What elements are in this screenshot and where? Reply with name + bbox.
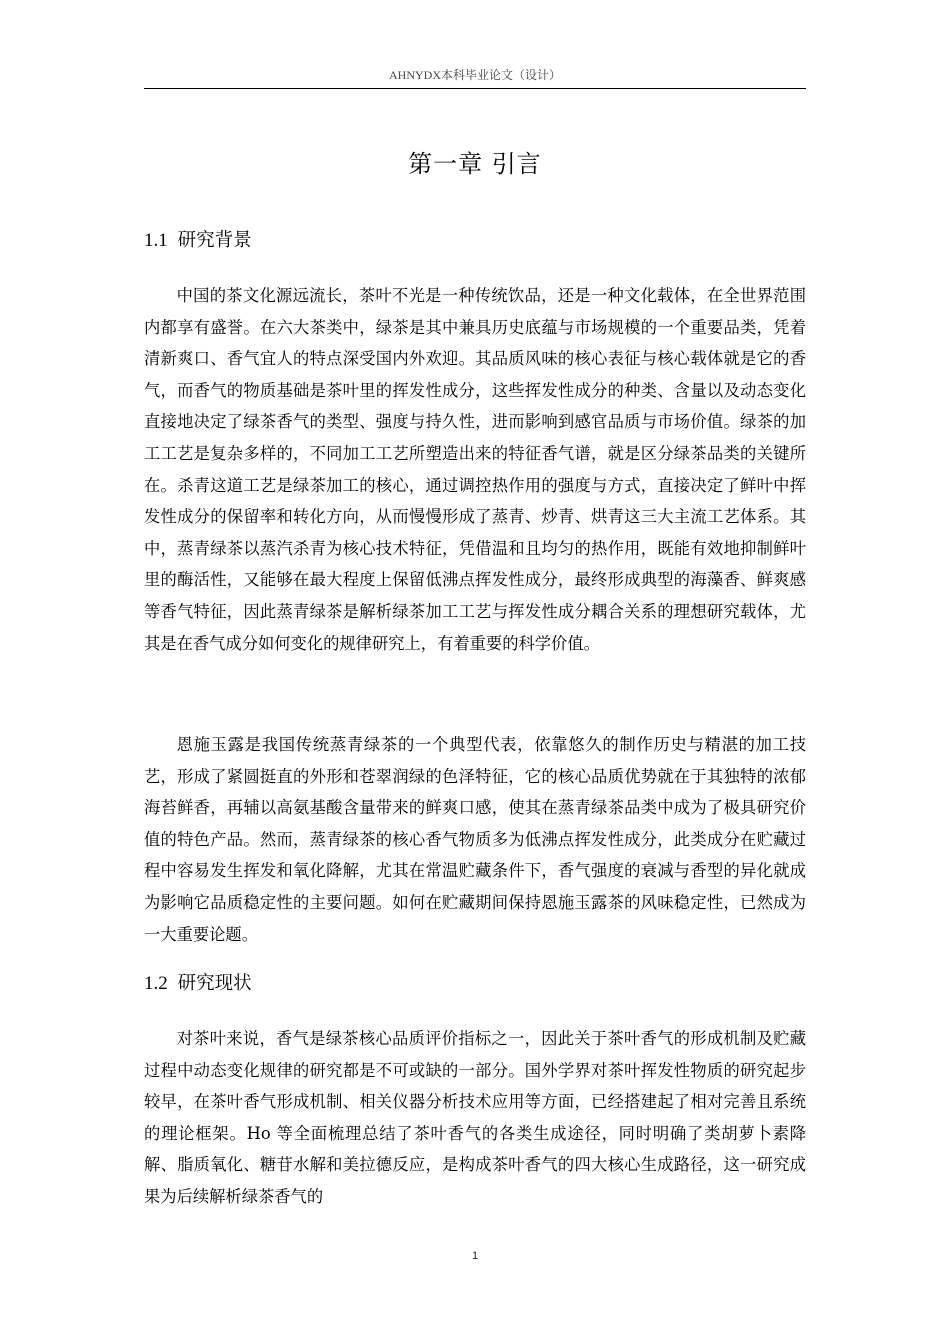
paragraph-background-1: 中国的茶文化源远流长，茶叶不光是一种传统饮品，还是一种文化载体，在全世界范围内都享有盛誉。在六大茶类中，绿茶是其中兼具历史底蕴与市场规模的一个重要品类，凭着清新爽口、香气宜人的特点深受国内外欢迎。其品质风味的核心表征与核心载体就是它的香气，而香气的物质基础是茶叶里的挥发性成分，这些挥发性成分的种类、含量以及动态变化直接地决定了绿茶香气的类型、强度与持久性，进而影响到感官品质与市场价值。绿茶的加工工艺是复杂多样的，不同加工工艺所塑造出来的特征香气谱，就是区分绿茶品类的关键所在。杀青这道工艺是绿茶加工的核心，通过调控热作用的强度与方式，直接决定了鲜叶中挥发性成分的保留率和转化方向，从而慢慢形成了蒸青、炒青、烘青这三大主流工艺体系。其中，蒸青绿茶以蒸汽杀青为核心技术特征，凭借温和且均匀的热作用，既能有效地抑制鲜叶里的酶活性，又能够在最大程度上保留低沸点挥发性成分，最终形成典型的海藻香、鲜爽感等香气特征，因此蒸青绿茶是解析绿茶加工工艺与挥发性成分耦合关系的理想研究载体，尤其是在香气成分如何变化的规律研究上，有着重要的科学价值。 — [144, 286, 806, 653]
running-header: AHNYDX本科毕业论文（设计） — [389, 68, 561, 82]
header-rule — [144, 88, 806, 89]
section-title: 研究背景 — [177, 230, 252, 251]
paragraph-background-2: 恩施玉露是我国传统蒸青绿茶的一个典型代表，依靠悠久的制作历史与精湛的加工技艺，形成了紧圆挺直的外形和苍翠润绿的色泽特征，它的核心品质优势就在于其独特的浓郁海苔鲜香，再辅以高氨基酸含量带来的鲜爽口感，使其在蒸青绿茶品类中成为了极具研究价值的特色产品。然而，蒸青绿茶的核心香气物质多为低沸点挥发性成分，此类成分在贮藏过程中容易发生挥发和氧化降解，尤其在常温贮藏条件下，香气强度的衰减与香型的异化就成为影响它品质稳定性的主要问题。如何在贮藏期间保持恩施玉露茶的风味稳定性，已然成为一大重要论题。 — [144, 735, 806, 944]
paragraph-status-1: 对茶叶来说，香气是绿茶核心品质评价指标之一，因此关于茶叶香气的形成机制及贮藏过程中动态变化规律的研究都是不可或缺的一部分。国外学界对茶叶挥发性物质的研究起步较早，在茶叶香气形成机制、相关仪器分析技术应用等方面，已经搭建起了相对完善且系统的理论框架。Ho 等全面梳理总结了茶叶香气的各类生成途径，同时明确了类胡萝卜素降解、脂质氧化、糖苷水解和美拉德反应，是构成茶叶香气的四大核心生成路径，这一研究成果为后续解析绿茶香气的 — [144, 1029, 806, 1206]
chapter-title: 第一章 引言 — [408, 150, 542, 178]
section-title: 研究现状 — [177, 973, 252, 994]
section-number: 1.2 — [144, 973, 168, 994]
section-number: 1.1 — [144, 230, 168, 251]
page-number: 1 — [471, 1250, 479, 1262]
section-heading-1-1 — [144, 226, 806, 256]
section-heading-1-2 — [144, 969, 806, 999]
